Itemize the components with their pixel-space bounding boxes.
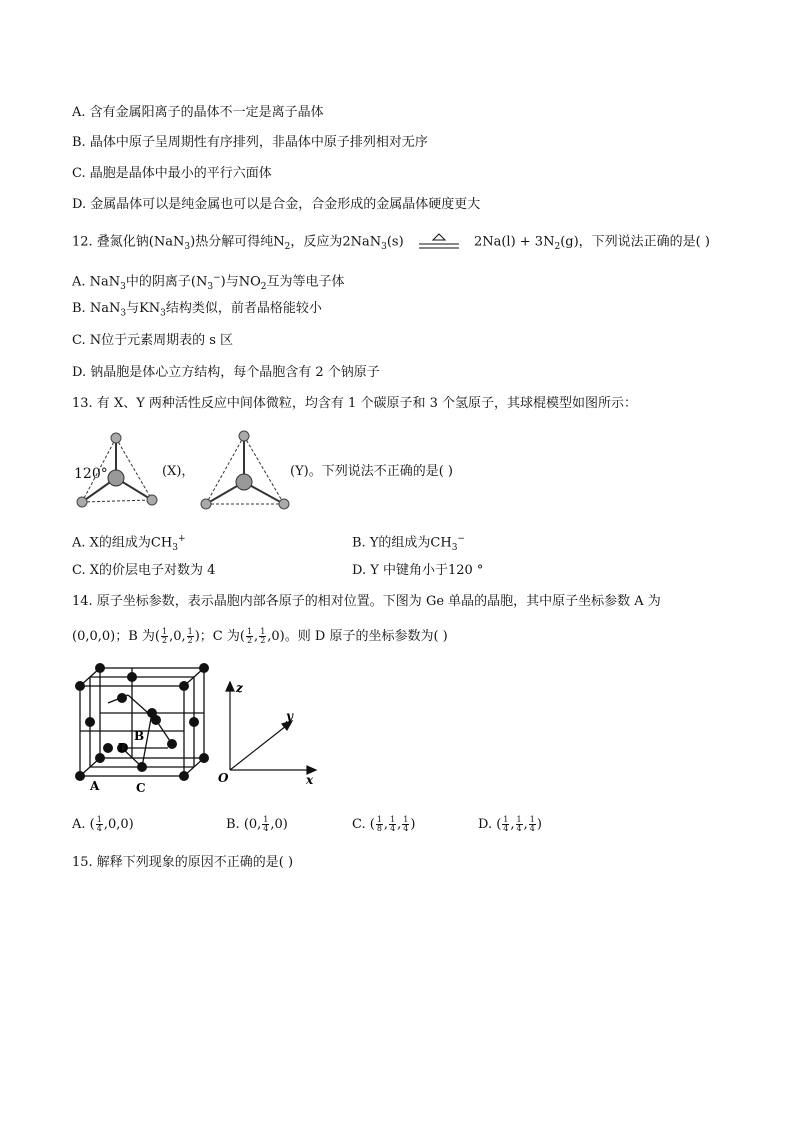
q12-option-b: B. NaN$_3$与$KN_3$结构类似，前者晶格能较小 xyxy=(72,301,322,319)
q12-option-c: C. N位于元素周期表的 s 区 xyxy=(72,333,234,348)
q14-stem-line1: 14. 原子坐标参数，表示晶胞内部各原子的相对位置。下图为 Ge 单晶的晶胞，其中原子坐标参数 A 为 xyxy=(72,594,661,609)
axis-y-label: y xyxy=(286,709,293,723)
q14-option-d: D. ( $\frac{1}{4}$ , $\frac{1}{4}$ , $\frac{1}{4}$ ) xyxy=(478,815,542,833)
molecule-y-label: (Y)。下列说法不正确的是( ) xyxy=(290,464,454,479)
q11-option-c: C. 晶胞是晶体中最小的平行六面体 xyxy=(72,166,272,181)
q13-option-c: C. X的价层电子对数为 4 xyxy=(72,563,216,578)
q14-option-a: A. ( $\frac{1}{4}$ ,0,0) xyxy=(72,815,134,833)
coordinate-axes-figure xyxy=(214,676,320,788)
q14-stem-line2: (0,0,0)；B 为( $\frac{1}{2}$ ,0, $\frac{1}{2}$ )；C 为( $\frac{1}{2}$ , $\frac{1}{2}$ ,0)。则 D 原子的坐标参数为( ) xyxy=(72,627,448,645)
atom-label-d: D xyxy=(118,741,129,755)
molecule-x-label: (X)， xyxy=(162,464,195,479)
q12-option-d: D. 钠晶胞是体心立方结构，每个晶胞含有 2 个钠原子 xyxy=(72,365,380,380)
q12-stem: 12. 叠氮化钠(NaN$_3$)热分解可得纯$N_2$，反应为2NaN$_3$(s) $2Na(l) + 3N_2(g)$，下列说法正确的是( ) xyxy=(72,234,710,253)
q11-option-a: A. 含有金属阳离子的晶体不一定是离子晶体 xyxy=(72,105,324,120)
q15-stem: 15. 解释下列现象的原因不正确的是( ) xyxy=(72,855,294,870)
atom-label-b: B xyxy=(134,729,145,743)
q13-option-a: A. X的组成为$CH_3^+$ xyxy=(72,534,186,553)
atom-label-a: A xyxy=(90,779,100,793)
q11-option-b: B. 晶体中原子呈周期性有序排列，非晶体中原子排列相对无序 xyxy=(72,135,428,150)
heating-equilibrium-arrow-icon xyxy=(416,233,462,251)
atom-label-c: C xyxy=(136,781,146,795)
q12-option-a: A. NaN$_3$中的阴离子$(N_3^-)$与$NO_2$互为等电子体 xyxy=(72,273,345,292)
q14-option-c: C. ( $\frac{1}{8}$ , $\frac{1}{4}$ , $\frac{1}{4}$ ) xyxy=(352,815,416,833)
axis-z-label: z xyxy=(236,681,243,695)
bond-angle-label: 120° xyxy=(74,466,108,482)
molecule-x-figure xyxy=(72,430,162,512)
axis-origin-label: O xyxy=(218,771,229,785)
q14-option-b: B. (0, $\frac{1}{4}$ ,0) xyxy=(226,815,288,833)
q13-option-d: D. Y 中键角小于120 ° xyxy=(352,563,484,578)
molecule-y-figure xyxy=(198,428,292,512)
axis-x-label: x xyxy=(306,773,314,787)
q13-option-b: B. Y的组成为$CH_3^-$ xyxy=(352,534,465,553)
ge-unit-cell-figure xyxy=(68,660,218,796)
q11-option-d: D. 金属晶体可以是纯金属也可以是合金，合金形成的金属晶体硬度更大 xyxy=(72,197,481,212)
q13-stem: 13. 有 X、Y 两种活性反应中间体微粒，均含有 1 个碳原子和 3 个氢原子，其球棍模型如图所示： xyxy=(72,396,637,411)
